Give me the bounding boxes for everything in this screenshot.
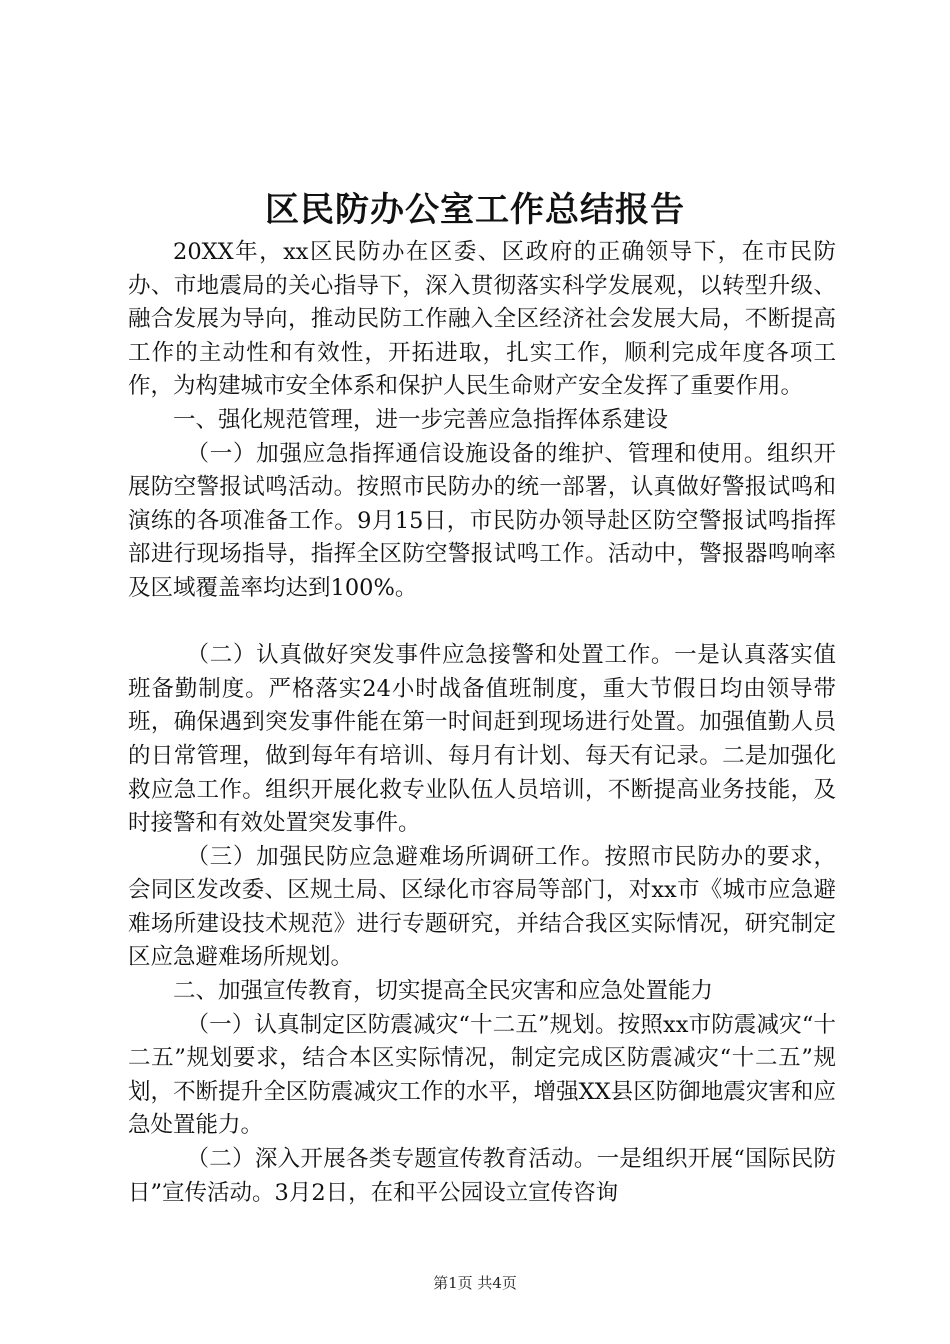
document-body [128, 236, 836, 1210]
paragraph-2-2: （二）深入开展各类专题宣传教育活动。一是组织开展“国际民防日”宣传活动。3月2日，在和平公园设立宣传咨询 [128, 1146, 836, 1206]
section-heading-1: 一、强化规范管理，进一步完善应急指挥体系建设 [173, 406, 669, 433]
paragraph-1-1: （一）加强应急指挥通信设施设备的维护、管理和使用。组织开展防空警报试鸣活动。按照市民防办的统一部署，认真做好警报试鸣和演练的各项准备工作。9月15日，市民防办领导赴区防空警报试鸣指挥部进行现场指导，指挥全区防空警报试鸣工作。活动中，警报器鸣响率及区域覆盖率均达到100%。 [128, 440, 836, 601]
paragraph-1-3: （三）加强民防应急避难场所调研工作。按照市民防办的要求，会同区发改委、区规土局、区绿化市容局等部门，对xx市《城市应急避难场所建设技术规范》进行专题研究，并结合我区实际情况，研究制定区应急避难场所规划。 [128, 843, 836, 971]
section-heading-2: 二、加强宣传教育，切实提高全民灾害和应急处置能力 [173, 978, 714, 1005]
page-footer: 第1页 共4页 [433, 1274, 517, 1292]
paragraph-intro: 20XX年，xx区民防办在区委、区政府的正确领导下，在市民防办、市地震局的关心指导下，深入贯彻落实科学发展观，以转型升级、融合发展为导向，推动民防工作融入全区经济社会发展大局，不断提高工作的主动性和有效性，开拓进取，扎实工作，顺利完成年度各项工作，为构建城市安全体系和保护人民生命财产安全发挥了重要作用。 [128, 239, 836, 400]
paragraph-1-2: （二）认真做好突发事件应急接警和处置工作。一是认真落实值班备勤制度。严格落实24小时战备值班制度，重大节假日均由领导带班，确保遇到突发事件能在第一时间赶到现场进行处置。加强值勤人员的日常管理，做到每年有培训、每月有计划、每天有记录。二是加强化救应急工作。组织开展化救专业队伍人员培训，不断提高业务技能，及时接警和有效处置突发事件。 [128, 642, 836, 837]
page-title: 区民防办公室工作总结报告 [265, 190, 685, 230]
paragraph-2-1: （一）认真制定区防震减灾“十二五”规划。按照xx市防震减灾“十二五”规划要求，结合本区实际情况，制定完成区防震减灾“十二五”规划，不断提升全区防震减灾工作的水平，增强XX县区防御地震灾害和应急处置能力。 [128, 1011, 836, 1139]
